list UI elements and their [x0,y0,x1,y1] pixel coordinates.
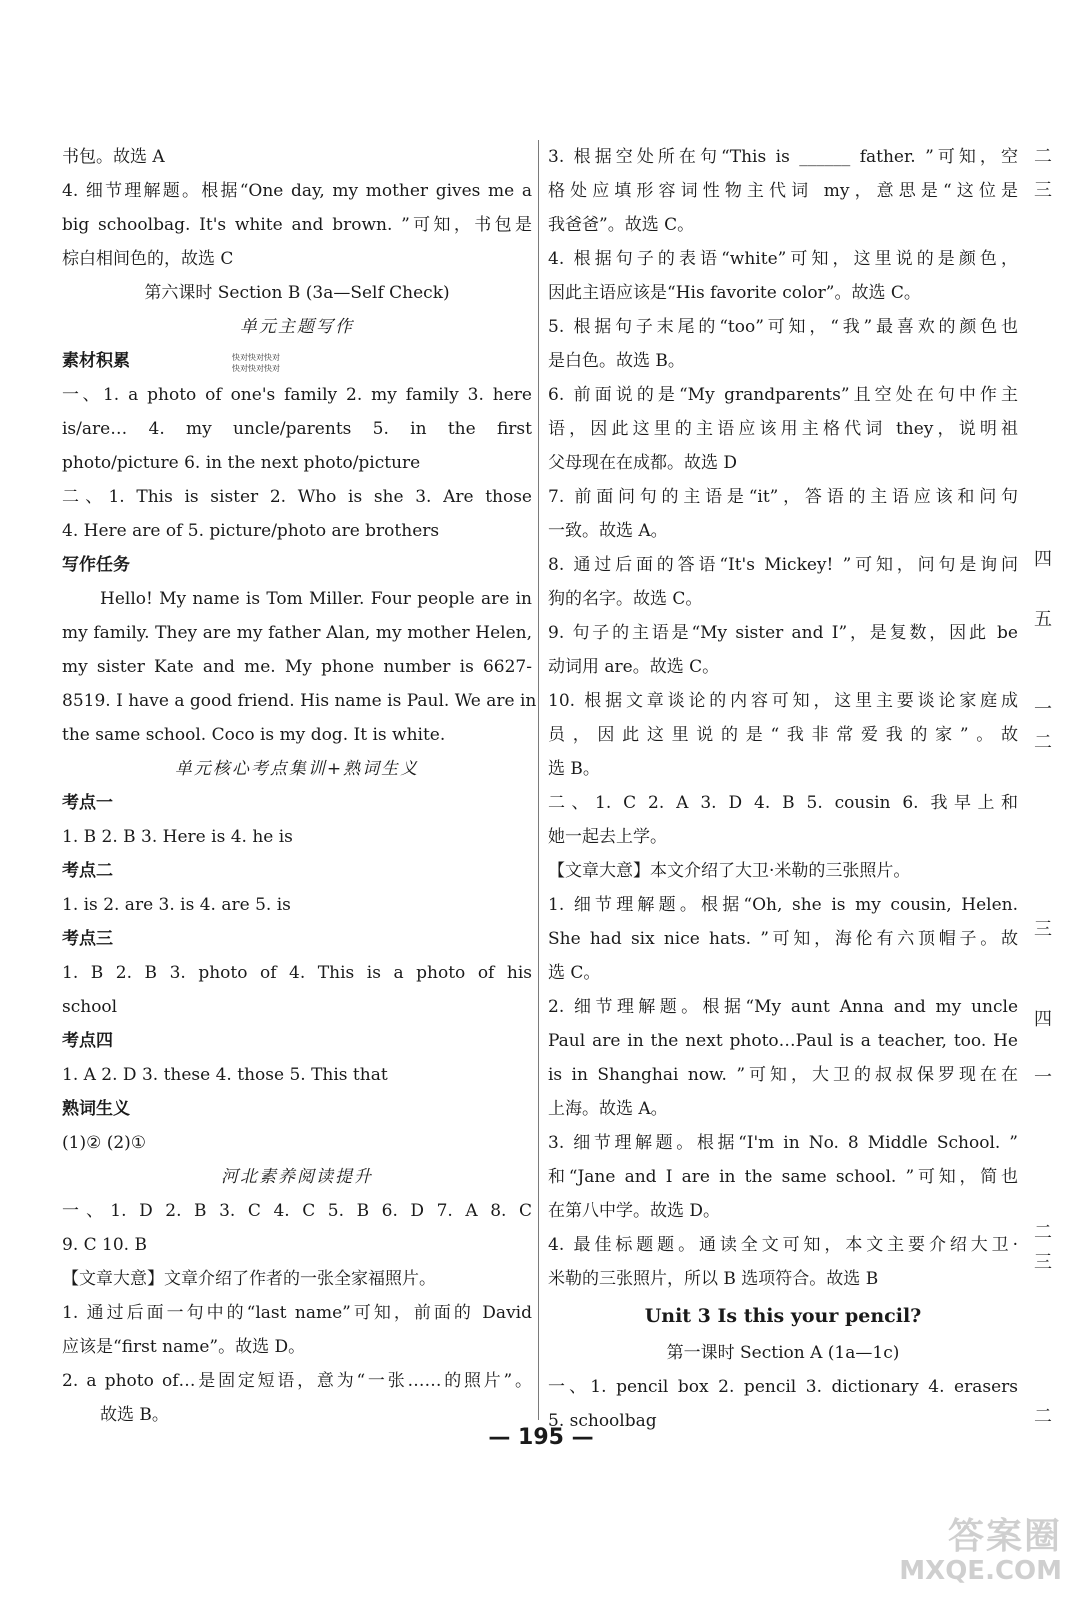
column-divider [538,140,539,1420]
left-text-line: 1. 通过后面一句中的“last name”可知，前面的 David [62,1303,532,1323]
left-text-line: my family. They are my father Alan, my mother Helen, [62,623,532,643]
margin-char: 三 [1034,1252,1052,1273]
left-text-line: 9. C 10. B [62,1235,147,1255]
right-text-line: 2. 细节理解题。根据“My aunt Anna and my uncle [548,997,1018,1017]
left-text-line: 考点四 [62,1031,113,1051]
left-text-line: 素材积累 [62,351,130,371]
left-text-line: 1. B 2. B 3. photo of 4. This is a photo of his [62,963,532,983]
handwritten-note [232,352,280,374]
right-text-line: 1. 细节理解题。根据“Oh, she is my cousin, Helen. [548,895,1018,915]
right-text-line: 9. 句子的主语是“My sister and I”，是复数，因此 be [548,623,1018,643]
left-text-line: 单元核心考点集训+熟词生义 [174,759,420,779]
margin-char: 一 [1034,1067,1052,1088]
right-text-line: 格处应填形容词性物主代词 my，意思是“这位是 [548,181,1018,201]
right-text-line: 语，因此这里的主语应该用主格代词 they，说明祖 [548,419,1018,439]
right-text-line: 4. 根据句子的表语“white”可知，这里说的是颜色， [548,249,1018,269]
right-text-line: 一、1. pencil box 2. pencil 3. dictionary 4. erasers [548,1377,1018,1397]
right-text-line: 米勒的三张照片，所以 B 选项符合。故选 B [548,1269,879,1289]
left-text-line: 8519. I have a good friend. His name is Paul. We are in [62,691,537,711]
watermark-url: MXQE.COM [899,1556,1062,1586]
left-text-line: 二、1. This is sister 2. Who is she 3. Are those [62,487,532,507]
right-margin-fragments [1030,0,1082,1600]
left-text-line: 4. Here are of 5. picture/photo are brothers [62,521,440,541]
right-text-line: 一致。故选 A。 [548,521,668,541]
right-text-line: 3. 细节理解题。根据“I'm in No. 8 Middle School. ” [548,1133,1018,1153]
left-text-line: (1)② (2)① [62,1133,147,1153]
left-text-line: 1. B 2. B 3. Here is 4. he is [62,827,293,847]
left-text-line: 4. 细节理解题。根据“One day, my mother gives me a [62,181,532,201]
left-text-line: 【文章大意】文章介绍了作者的一张全家福照片。 [62,1269,436,1289]
left-text-line: 应该是“first name”。故选 D。 [62,1337,306,1357]
right-text-line: 选 C。 [548,963,601,983]
left-text-line: 写作任务 [62,555,130,575]
right-text-line: 5. 根据句子末尾的“too”可知，“我”最喜欢的颜色也 [548,317,1018,337]
margin-char: 二 [1034,146,1052,167]
left-text-line: the same school. Coco is my dog. It is white. [62,725,446,745]
margin-char: 二 [1034,1406,1052,1427]
left-text-line: 考点一 [62,793,113,813]
right-text-line: 3. 根据空处所在句“This is ______ father. ”可知，空 [548,147,1018,167]
margin-char: 一 [1034,699,1052,720]
left-text-line: 单元主题写作 [240,317,354,337]
left-text-line: 书包。故选 A [62,147,165,167]
left-text-line: my sister Kate and me. My phone number is 6627- [62,657,532,677]
right-text-line: 狗的名字。故选 C。 [548,589,703,609]
right-text-line: 她一起去上学。 [548,827,667,847]
right-text-line: 和“Jane and I are in the same school. ”可知，简也 [548,1167,1018,1187]
right-text-line: 4. 最佳标题题。通读全文可知，本文主要介绍大卫· [548,1235,1018,1255]
left-text-line: 1. A 2. D 3. these 4. those 5. This that [62,1065,388,1085]
right-text-line: Paul are in the next photo…Paul is a teacher, too. He [548,1031,1018,1051]
right-text-line: 5. schoolbag [548,1411,657,1431]
right-text-line: She had six nice hats. ”可知，海伦有六顶帽子。故 [548,929,1018,949]
left-text-line: big schoolbag. It's white and brown. ”可知，书包是 [62,215,532,235]
watermark-text: 答案圈 [947,1516,1062,1557]
margin-char: 三 [1034,180,1052,201]
right-text-line: 是白色。故选 B。 [548,351,685,371]
margin-char: 二 [1034,1222,1052,1243]
right-text-line: 因此主语应该是“His favorite color”。故选 C。 [548,283,921,303]
right-text-line: 【文章大意】本文介绍了大卫·米勒的三张照片。 [548,861,911,881]
left-text-line: 棕白相间色的，故选 C [62,249,234,269]
left-text-line: is/are… 4. my uncle/parents 5. in the first [62,419,532,439]
left-text-line: Hello! My name is Tom Miller. Four people are in [100,589,532,609]
right-text-line: 上海。故选 A。 [548,1099,668,1119]
left-text-line: 第六课时 Section B (3a—Self Check) [144,283,450,303]
note-line: 快对快对快对 [232,353,280,362]
right-text-line: 我爸爸”。故选 C。 [548,215,695,235]
note-line: 快对快对快对 [232,364,280,373]
margin-char: 四 [1034,1009,1052,1030]
left-text-line: 熟词生义 [62,1099,130,1119]
left-text-line: school [62,997,118,1017]
right-text-line: Unit 3 Is this your pencil? [644,1305,922,1327]
right-text-line: 8. 通过后面的答语“It's Mickey! ”可知，问句是询问 [548,555,1018,575]
margin-char: 二 [1034,732,1052,753]
margin-char: 三 [1034,919,1052,940]
watermark-logo [880,1508,1070,1592]
left-text-line: photo/picture 6. in the next photo/picture [62,453,421,473]
margin-char: 五 [1034,609,1052,630]
left-text-line: 考点三 [62,929,113,949]
left-text-line: 故选 B。 [100,1405,169,1425]
right-text-line: 员，因此这里说的是“我非常爱我的家”。故 [548,725,1018,745]
right-text-line: 10. 根据文章谈论的内容可知，这里主要谈论家庭成 [548,691,1018,711]
left-text-line: 一、1. D 2. B 3. C 4. C 5. B 6. D 7. A 8. C [62,1201,532,1221]
right-text-line: 父母现在在成都。故选 D [548,453,738,473]
right-text-line: 动词用 are。故选 C。 [548,657,720,677]
right-text-line: 7. 前面问句的主语是“it”，答语的主语应该和问句 [548,487,1018,507]
right-text-line: 在第八中学。故选 D。 [548,1201,721,1221]
margin-char: 四 [1034,549,1052,570]
left-text-line: 2. a photo of…是固定短语，意为“一张……的照片”。 [62,1371,532,1391]
right-text-line: 第一课时 Section A (1a—1c) [666,1343,900,1363]
left-column [62,140,537,1432]
left-text-line: 考点二 [62,861,113,881]
left-text-line: 一、1. a photo of one's family 2. my family 3. here [62,385,532,405]
right-text-line: is in Shanghai now. ”可知，大卫的叔叔保罗现在在 [548,1065,1018,1085]
right-column [548,140,1018,1438]
right-text-line: 二、1. C 2. A 3. D 4. B 5. cousin 6. 我早上和 [548,793,1018,813]
right-text-line: 6. 前面说的是“My grandparents”且空处在句中作主 [548,385,1018,405]
left-text-line: 1. is 2. are 3. is 4. are 5. is [62,895,291,915]
right-text-line: 选 B。 [548,759,600,779]
left-text-line: 河北素养阅读提升 [221,1167,373,1187]
page-number: — 195 — [488,1425,594,1450]
